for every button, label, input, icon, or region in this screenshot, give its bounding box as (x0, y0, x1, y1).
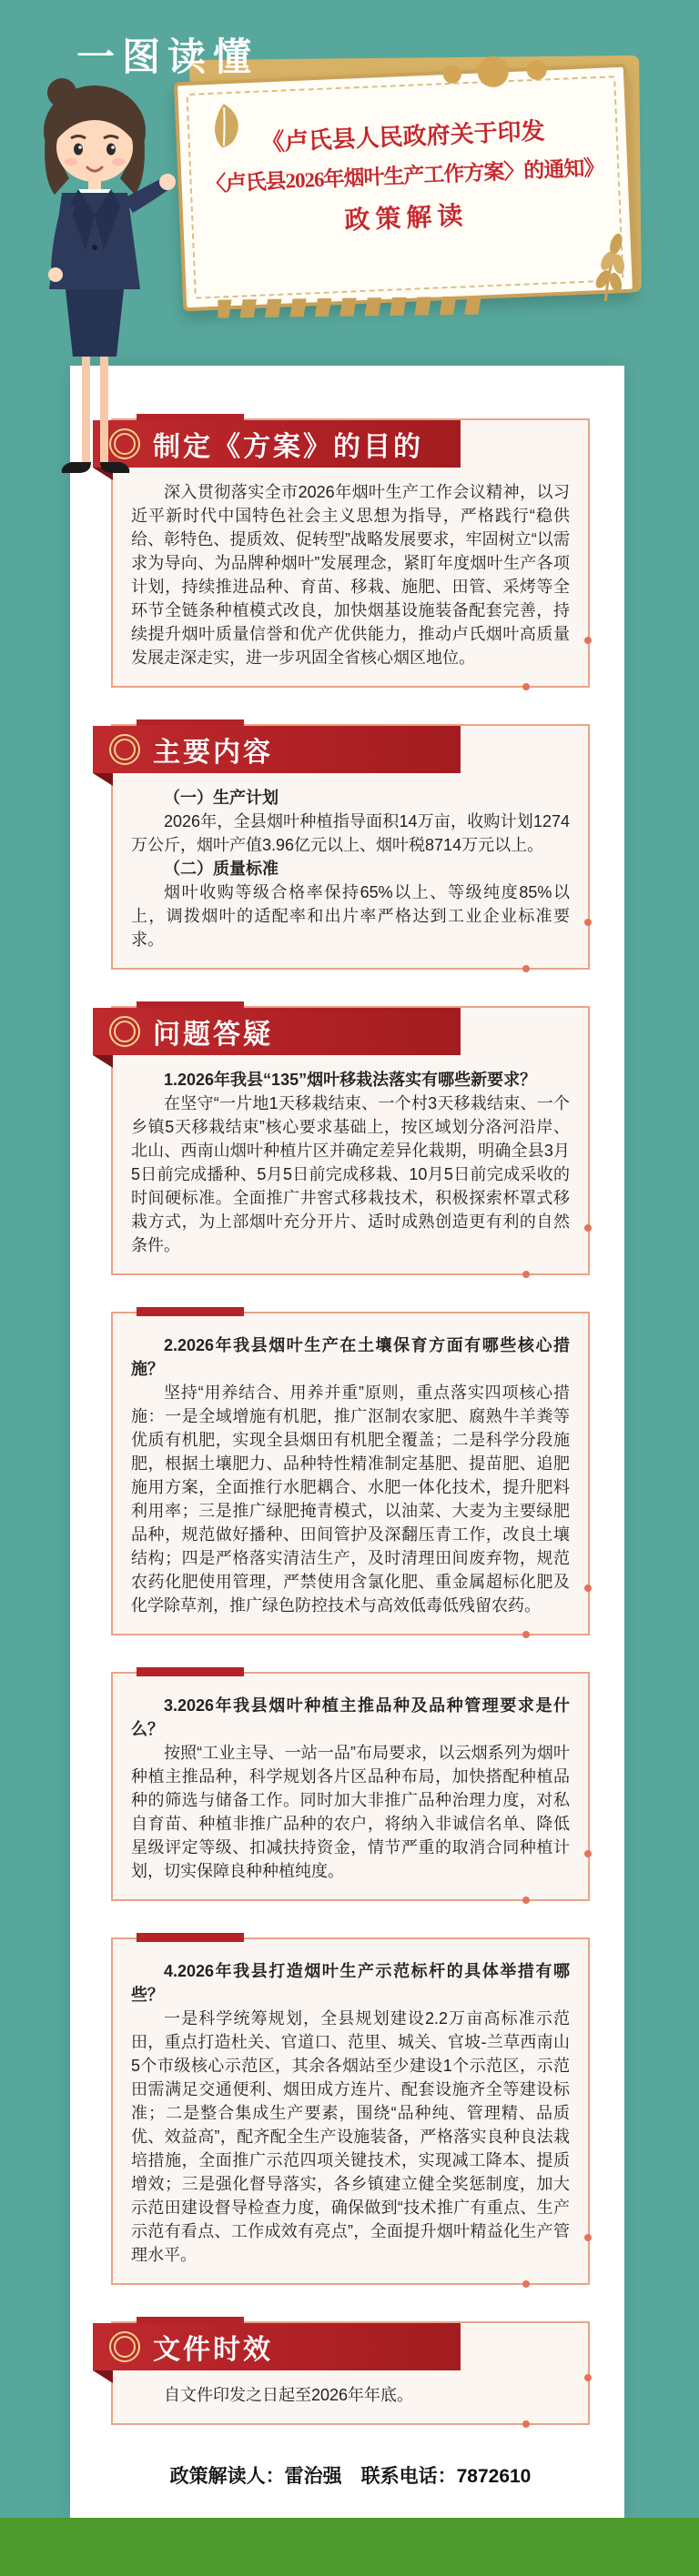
corner-dot (522, 2280, 530, 2288)
section-title: 问题答疑 (153, 1020, 273, 1050)
section-qa-1 (111, 1006, 590, 1275)
section-main-content (111, 724, 590, 970)
body-paragraph: 按照“工业主导、一站一品”布局要求，以云烟系列为烟叶种植主推品种，科学规划各片区品种布局，加快搭配种植品种的筛选与储备工作。同时加大非推广品种治理力度，对私自育苗、种植非推广品种的农户，将纳入非诚信名单、降低星级评定等级、扣减扶持资金，情节严重的取消合同种植计划，切实保障良种种植纯度。 (131, 1744, 570, 1880)
corner-dot (584, 637, 592, 644)
ring-circle-icon (109, 1016, 140, 1047)
title-line-2: 〈卢氏县2026年烟叶生产工作方案〉的通知》 (205, 156, 604, 196)
section-qa-2 (111, 1312, 590, 1635)
question-title: 4.2026年我县打造烟叶生产示范标杆的具体举措有哪些？ (131, 1962, 570, 2004)
woman-cartoon-icon (15, 69, 178, 497)
gold-dot-icon (526, 59, 547, 80)
ring-circle-icon (109, 734, 140, 765)
corner-dot (584, 1850, 592, 1857)
corner-dot (584, 1585, 592, 1592)
section-qa-3 (111, 1672, 590, 1901)
body-paragraph: 在坚守“一片地1天移栽结束、一个村3天移栽结束、一个乡镇5天移栽结束”核心要求基础上，按区域划分洛河沿岸、北山、西南山烟叶种植片区并确定差异化栽期，明确全县3月5日前完成播种、5月5日前完成移栽、10月5日前完成采收的时间硬标准。全面推广井窖式移栽技术，积极探索杯罩式移栽方式，为上部烟叶充分开片、适时成熟创造更有利的自然条件。 (131, 1094, 570, 1254)
bottom-green-band (0, 2518, 699, 2576)
corner-dot (522, 2420, 530, 2428)
corner-dot (584, 2234, 592, 2241)
question-title: 2.2026年我县烟叶生产在土壤保育方面有哪些核心措施？ (131, 1336, 570, 1378)
body-paragraph: 深入贯彻落实全市2026年烟叶生产工作会议精神，以习近平新时代中国特色社会主义思想为指导，严格践行“稳供给、彰特色、提质效、促转型”战略发展要求，牢固树立“以需求为导向、为品牌种烟叶”发展理念，紧盯年度烟叶生产各项计划，持续推进品种、育苗、移栽、施肥、田管、采烤等全环节全链条种植模式改良，加快烟基设施装备配套完善，持续提升烟叶质量信誉和优产优供能力，推动卢氏烟叶高质量发展走深走实，进一步巩固全省核心烟区地位。 (131, 483, 570, 667)
sections (70, 418, 624, 2425)
corner-dot (522, 683, 530, 690)
body-paragraph: 自文件印发之日起至2026年年底。 (164, 2386, 414, 2404)
question-title: 3.2026年我县烟叶种植主推品种及品种管理要求是什么？ (131, 1696, 570, 1738)
title-line-1: 《卢氏县人民政府关于印发 (260, 117, 546, 156)
ring-inner-circle-icon (114, 2336, 136, 2358)
section-title: 主要内容 (153, 738, 273, 768)
corner-dot (584, 2374, 592, 2381)
gold-dot-icon (442, 65, 461, 84)
sub-heading: （二）质量标准 (164, 860, 279, 878)
title-line-3: 政策解读 (343, 202, 470, 236)
section-purpose (111, 418, 590, 688)
section-qa-4 (111, 1937, 590, 2285)
presenter-illustration (15, 69, 178, 501)
body-paragraph: 烟叶收购等级合格率保持65%以上、等级纯度85%以上，调拨烟叶的适配率和出片率严格达到工业企业标准要求。 (131, 883, 570, 949)
ring-circle-icon (109, 2331, 140, 2362)
header (0, 0, 699, 366)
section-title: 制定《方案》的目的 (153, 432, 423, 462)
section-validity (111, 2321, 590, 2425)
document-title (188, 109, 621, 244)
body-paragraph: 2026年，全县烟叶种植指导面积14万亩，收购计划1274万公斤，烟叶产值3.96亿元以上、烟叶税8714万元以上。 (131, 812, 570, 854)
page-title: 一图读懂 (76, 35, 259, 78)
section-header-ribbon (93, 1008, 461, 1055)
section-title: 文件时效 (153, 2335, 273, 2365)
corner-dot (522, 965, 530, 972)
sub-heading: （一）生产计划 (164, 789, 279, 807)
corner-dot (522, 1271, 530, 1278)
corner-dot (522, 1897, 530, 1904)
ring-inner-circle-icon (114, 739, 136, 760)
gold-zigzag-trim (218, 297, 481, 318)
section-header-ribbon (93, 2323, 461, 2370)
title-card (174, 64, 636, 312)
content-card (70, 366, 624, 2518)
corner-dot (584, 919, 592, 926)
body-paragraph: 一是科学统筹规划，全县规划建设2.2万亩高标准示范田，重点打造杜关、官道口、范里、城关、官坡-兰草西南山5个市级核心示范区，其余各烟站至少建设1个示范区，示范田需满足交通便利、烟田成方连片、配套设施齐全等建设标准；二是整合集成生产要素，围绕“品种纯、管理精、品质优、效益高”，配齐配全生产设施装备，严格落实良种良法栽培措施，全面推广示范四项关键技术，实现减工降本、提质增效；三是强化督导落实，各乡镇建立健全奖惩制度，加大示范田建设督导检查力度，确保做到“技术推广有重点、生产示范有看点、工作成效有亮点”，全面提升烟叶精益化生产管理水平。 (131, 2009, 570, 2264)
contact-line: 政策解读人：雷治强 联系电话：7872610 (169, 2466, 532, 2487)
question-title: 1.2026年我县“135”烟叶移栽法落实有哪些新要求？ (164, 1071, 537, 1089)
section-header-ribbon (93, 726, 461, 773)
title-card-front (174, 64, 636, 312)
corner-dot (584, 1224, 592, 1232)
body-paragraph: 坚持“用养结合、用养并重”原则，重点落实四项核心措施：一是全域增施有机肥，推广沤制农家肥、腐熟牛羊粪等优质有机肥，实现全县烟田有机肥全覆盖；二是科学分段施肥，根据土壤肥力、品种特性精准制定基肥、提苗肥、追肥施用方案，全面推行水肥耦合、水肥一体化技术，提升肥料利用率；三是推广绿肥掩青模式，以油菜、大麦为主要绿肥品种，规范做好播种、田间管护及深翻压青工作，改良土壤结构；四是严格落实清洁生产，及时清理田间废弃物，规范农药化肥使用管理，严禁使用含氯化肥、重金属超标化肥及化学除草剂，推广绿色防控技术与高效低毒低残留农药。 (131, 1384, 570, 1615)
gold-wheat-icon (570, 224, 637, 305)
ring-inner-circle-icon (114, 1021, 136, 1042)
corner-dot (522, 1631, 530, 1638)
